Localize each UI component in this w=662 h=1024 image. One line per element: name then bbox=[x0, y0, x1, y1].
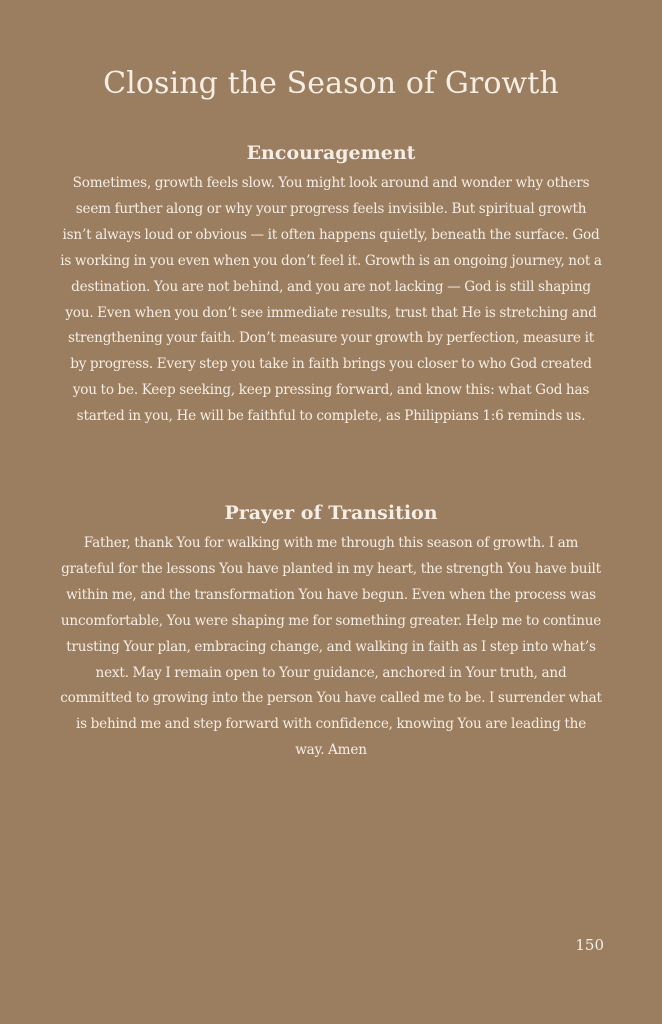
page-number: 150 bbox=[575, 936, 604, 954]
prayer-body: Father, thank You for walking with me through this season of growth. I am grateful for the lessons You have planted in my heart, the strength You have built within me, and the transformation You have begun. Even when the process was uncomfortable, You were shaping me for something greater. Help me to continue trusting Your plan, embracing change, and walking in faith as I step into what’s next. May I remain open to Your guidance, anchored in Your truth, and committed to growing into the person You have called me to be. I surrender what is behind me and step forward with confidence, knowing You are leading the way. Amen bbox=[60, 535, 602, 759]
prayer-heading: Prayer of Transition bbox=[224, 502, 438, 524]
prayer-section bbox=[60, 500, 602, 764]
encouragement-section bbox=[60, 140, 602, 430]
page-title: Closing the Season of Growth bbox=[103, 66, 559, 101]
encouragement-heading: Encouragement bbox=[246, 142, 416, 164]
encouragement-body: Sometimes, growth feels slow. You might look around and wonder why others seem further along or why your progress feels invisible. But spiritual growth isn’t always loud or obvious — it often happens quietly, beneath the surface. God is working in you even when you don’t feel it. Growth is an ongoing journey, not a destination. You are not behind, and you are not lacking — God is still shaping you. Even when you don’t see immediate results, trust that He is stretching and strengthening your faith. Don’t measure your growth by perfection, measure it by progress. Every step you take in faith brings you closer to who God created you to be. Keep seeking, keep pressing forward, and know this: what God has started in you, He will be faithful to complete, as Philippians 1:6 reminds us. bbox=[60, 175, 602, 425]
